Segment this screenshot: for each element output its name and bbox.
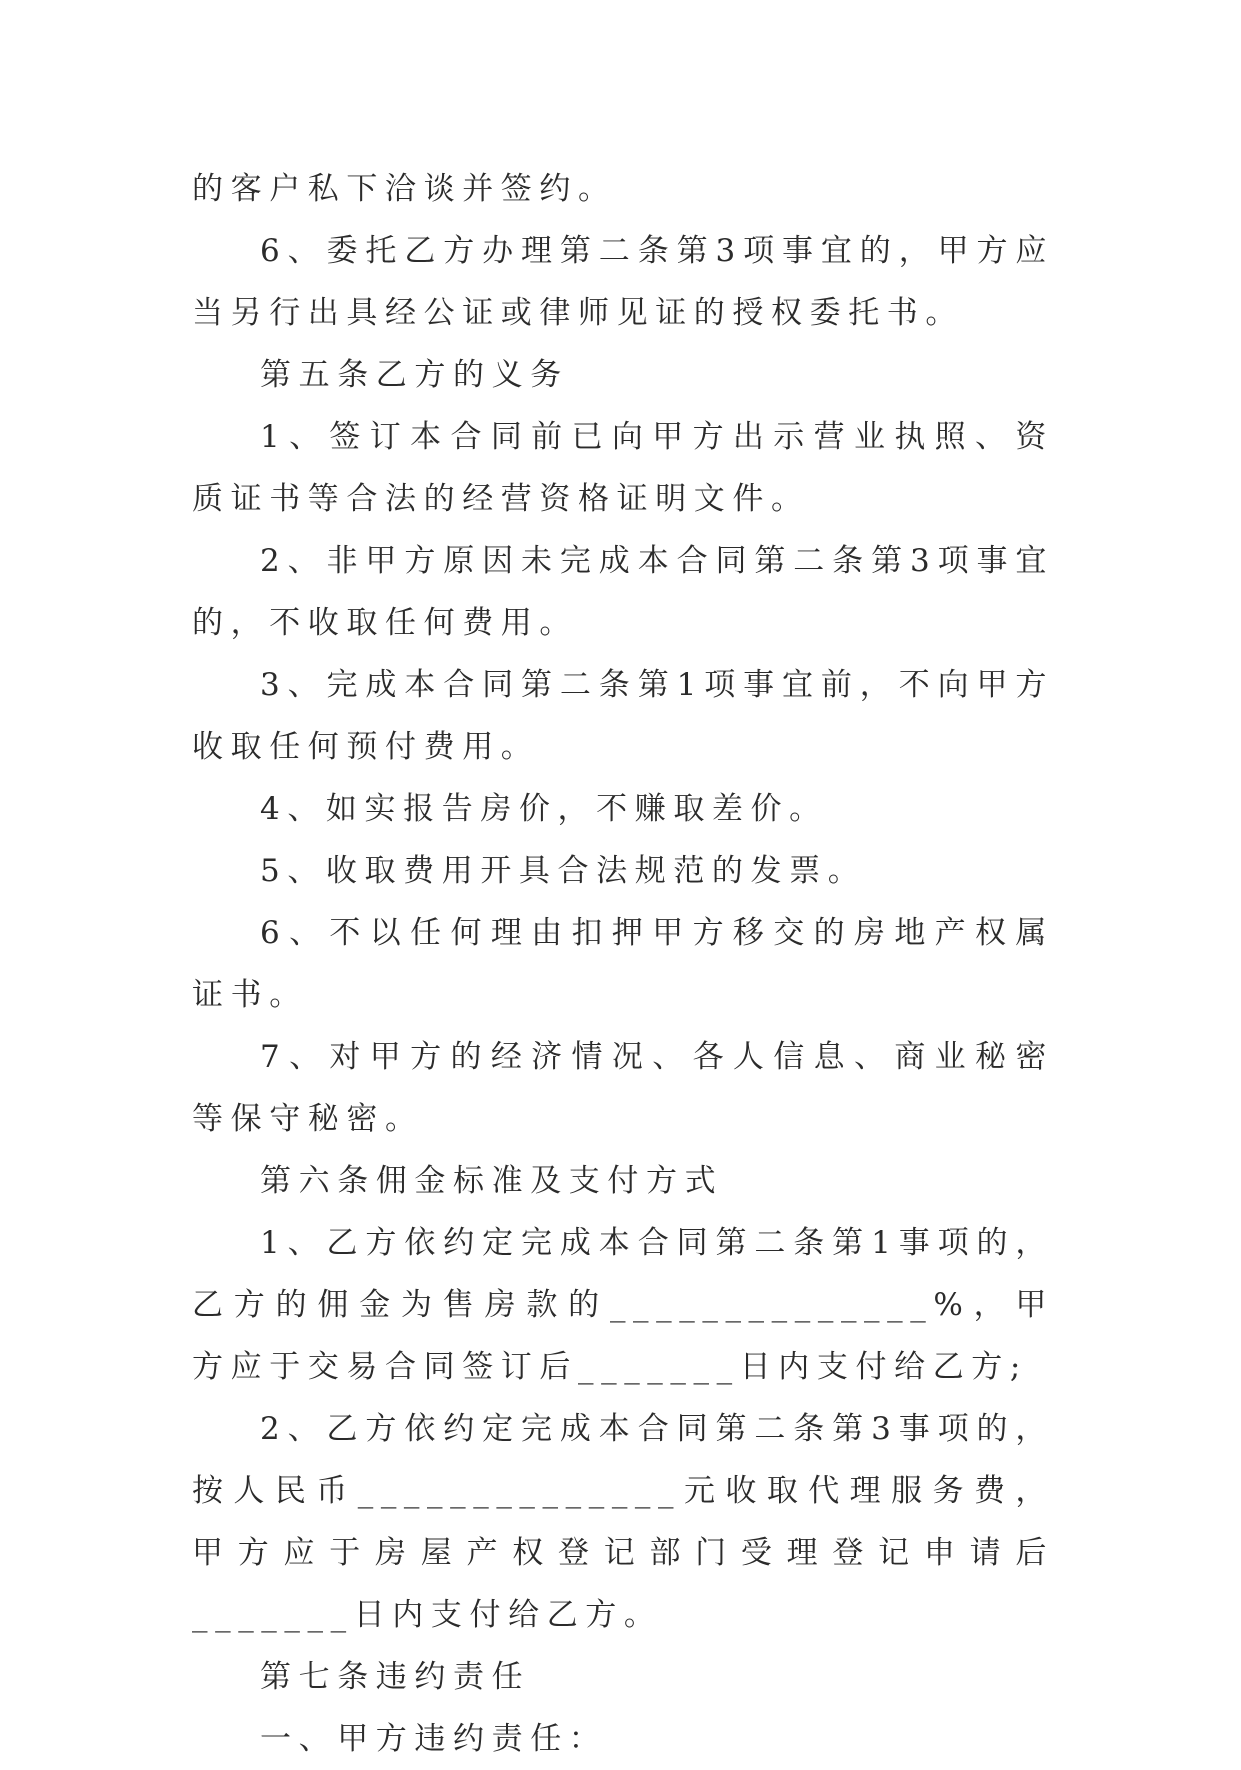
paragraph-clause-5-item-2: 2、非甲方原因未完成本合同第二条第3项事宜的，不收取任何费用。 (192, 543, 1054, 641)
paragraph-clause-5-item-7: 7、对甲方的经济情况、各人信息、商业秘密等保守秘密。 (192, 1039, 1054, 1137)
paragraph-clause-6-item-1: 1、乙方依约定完成本合同第二条第1事项的，乙方的佣金为售房款的______________%，甲方应于交易合同签订后_______日内支付给乙方; (192, 1225, 1054, 1385)
paragraph-clause-7-part-1: 一、甲方违约责任： (260, 1721, 608, 1757)
paragraph-clause-6-item-2: 2、乙方依约定完成本合同第二条第3事项的，按人民币______________元收取代理服务费，甲方应于房屋产权登记部门受理登记申请后_______日内支付给乙方。 (192, 1411, 1054, 1633)
paragraph-continuation: 的客户私下洽谈并签约。 (192, 171, 617, 207)
paragraph-clause-5-item-4: 4、如实报告房价，不赚取差价。 (260, 791, 828, 827)
paragraph-clause-5-item-3: 3、完成本合同第二条第1项事宜前，不向甲方收取任何预付费用。 (192, 667, 1054, 765)
paragraph-clause-5-item-5: 5、收取费用开具合法规范的发票。 (260, 853, 867, 889)
paragraph-clause-5-item-1: 1、签订本合同前已向甲方出示营业执照、资质证书等合法的经营资格证明文件。 (192, 419, 1054, 517)
document-page (192, 158, 1054, 1770)
section-heading-article-6: 第六条佣金标准及支付方式 (260, 1163, 724, 1199)
paragraph-clause-5-item-6: 6、不以任何理由扣押甲方移交的房地产权属证书。 (192, 915, 1054, 1013)
paragraph-clause-4-item-6: 6、委托乙方办理第二条第3项事宜的，甲方应当另行出具经公证或律师见证的授权委托书。 (192, 233, 1054, 331)
section-heading-article-5: 第五条乙方的义务 (260, 357, 569, 393)
section-heading-article-7: 第七条违约责任 (260, 1659, 531, 1695)
